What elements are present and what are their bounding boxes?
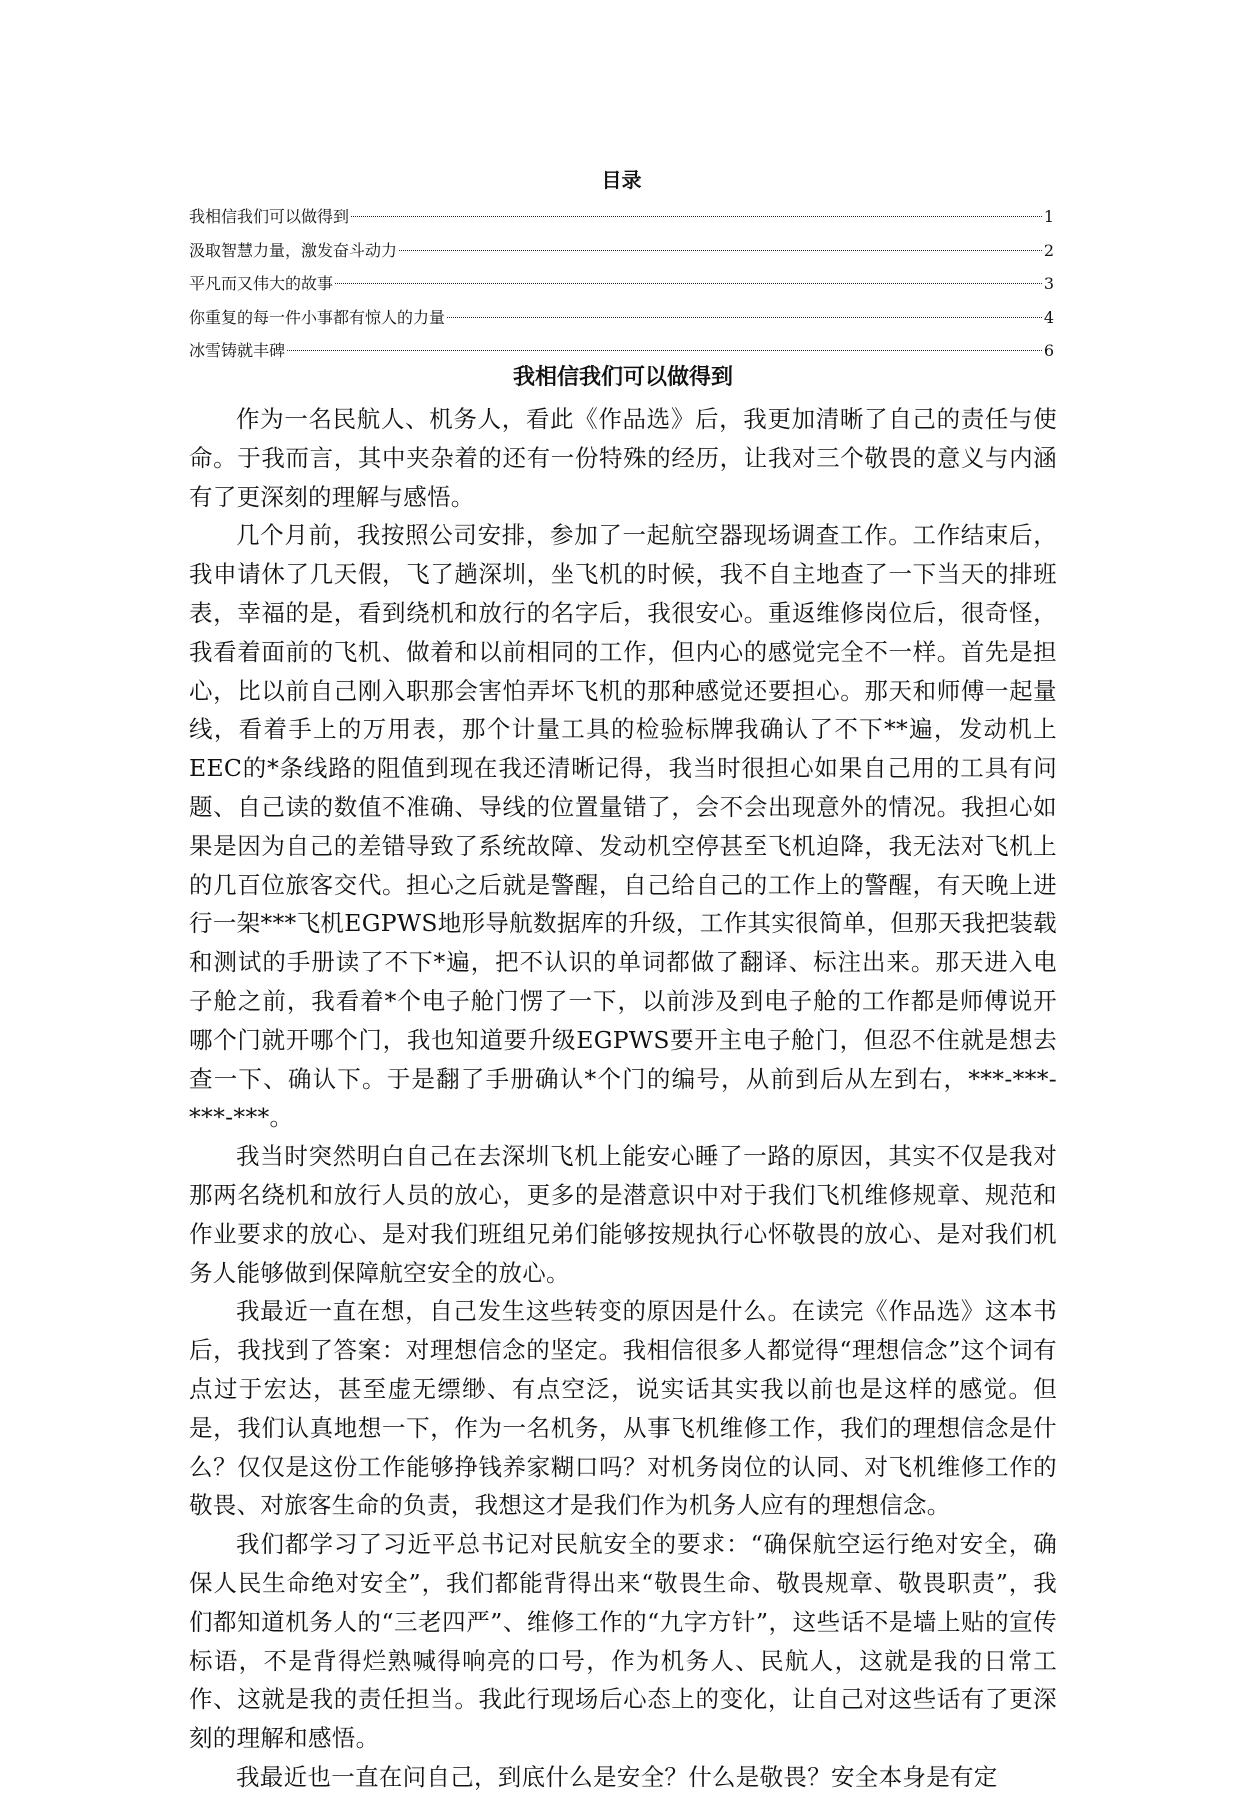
toc-dot-leader bbox=[287, 350, 1042, 351]
toc-entry-label: 你重复的每一件小事都有惊人的力量 bbox=[189, 307, 446, 327]
toc-entry[interactable] bbox=[189, 267, 1054, 301]
article-paragraph: 我当时突然明白自己在去深圳飞机上能安心睡了一路的原因，其实不仅是我对那两名绕机和放行人员的放心，更多的是潜意识中对于我们飞机维修规章、规范和作业要求的放心、是对我们班组兄弟们能够按规执行心怀敬畏的放心、是对我们机务人能够做到保障航空安全的放心。 bbox=[189, 1142, 1057, 1287]
article-paragraph: 我最近也一直在问自己，到底什么是安全？什么是敬畏？安全本身是有定 bbox=[236, 1762, 998, 1791]
toc-list bbox=[189, 200, 1054, 368]
toc-title: 目录 bbox=[601, 168, 642, 192]
toc-page-number: 6 bbox=[1043, 341, 1054, 360]
toc-dot-leader bbox=[351, 216, 1042, 217]
toc-dot-leader bbox=[399, 250, 1042, 251]
toc-entry[interactable] bbox=[189, 200, 1054, 234]
article-paragraph: 我们都学习了习近平总书记对民航安全的要求：“确保航空运行绝对安全，确保人民生命绝对安全”，我们都能背得出来“敬畏生命、敬畏规章、敬畏职责”，我们都知道机务人的“三老四严”、维修工作的“九字方针”，这些话不是墙上贴的宣传标语，不是背得烂熟喊得响亮的口号，作为机务人、民航人，这就是我的日常工作、这就是我的责任担当。我此行现场后心态上的变化，让自己对这些话有了更深刻的理解和感悟。 bbox=[189, 1530, 1057, 1753]
toc-page-number: 4 bbox=[1043, 307, 1054, 327]
toc-dot-leader bbox=[447, 317, 1042, 318]
toc-entry-label: 平凡而又伟大的故事 bbox=[189, 274, 334, 293]
toc-entry-label: 汲取智慧力量，激发奋斗动力 bbox=[189, 240, 398, 260]
article-title: 我相信我们可以做得到 bbox=[512, 365, 733, 390]
article bbox=[189, 356, 1057, 1797]
toc-entry-label: 冰雪铸就丰碑 bbox=[189, 341, 286, 360]
toc-page-number: 3 bbox=[1043, 274, 1054, 293]
toc-entry-label: 我相信我们可以做得到 bbox=[189, 207, 350, 226]
article-paragraph: 作为一名民航人、机务人，看此《作品选》后，我更加清晰了自己的责任与使命。于我而言，其中夹杂着的还有一份特殊的经历，让我对三个敬畏的意义与内涵有了更深刻的理解与感悟。 bbox=[189, 405, 1057, 511]
toc-entry[interactable] bbox=[189, 234, 1054, 268]
toc-page-number: 2 bbox=[1043, 240, 1054, 260]
table-of-contents bbox=[189, 160, 1054, 368]
toc-page-number: 1 bbox=[1043, 207, 1054, 226]
article-paragraph: 我最近一直在想，自己发生这些转变的原因是什么。在读完《作品选》这本书后，我找到了答案：对理想信念的坚定。我相信很多人都觉得“理想信念”这个词有点过于宏达，甚至虚无缥缈、有点空泛，说实话其实我以前也是这样的感觉。但是，我们认真地想一下，作为一名机务，从事飞机维修工作，我们的理想信念是什么？仅仅是这份工作能够挣钱养家糊口吗？对机务岗位的认同、对飞机维修工作的敬畏、对旅客生命的负责，我想这才是我们作为机务人应有的理想信念。 bbox=[189, 1297, 1057, 1520]
toc-entry[interactable] bbox=[189, 301, 1054, 335]
toc-dot-leader bbox=[335, 283, 1042, 284]
article-paragraph: 几个月前，我按照公司安排，参加了一起航空器现场调查工作。工作结束后，我申请休了几天假，飞了趟深圳，坐飞机的时候，我不自主地查了一下当天的排班表，幸福的是，看到绕机和放行的名字后，我很安心。重返维修岗位后，很奇怪，我看着面前的飞机、做着和以前相同的工作，但内心的感觉完全不一样。首先是担心，比以前自己刚入职那会害怕弄坏飞机的那种感觉还要担心。那天和师傅一起量线，看着手上的万用表，那个计量工具的检验标牌我确认了不下**遍，发动机上EEC的*条线路的阻值到现在我还清晰记得，我当时很担心如果自己用的工具有问题、自己读的数值不准确、导线的位置量错了，会不会出现意外的情况。我担心如果是因为自己的差错导致了系统故障、发动机空停甚至飞机迫降，我无法对飞机上的几百位旅客交代。担心之后就是警醒，自己给自己的工作上的警醒，有天晚上进行一架***飞机EGPWS地形导航数据库的升级，工作其实很简单，但那天我把装载和测试的手册读了不下*遍，把不认识的单词都做了翻译、标注出来。那天进入电子舱之前，我看着*个电子舱门愣了一下，以前涉及到电子舱的工作都是师傅说开哪个门就开哪个门，我也知道要升级EGPWS要开主电子舱门，但忍不住就是想去查一下、确认下。于是翻了手册确认*个门的编号，从前到后从左到右，***-***-***-***。 bbox=[189, 521, 1057, 1132]
